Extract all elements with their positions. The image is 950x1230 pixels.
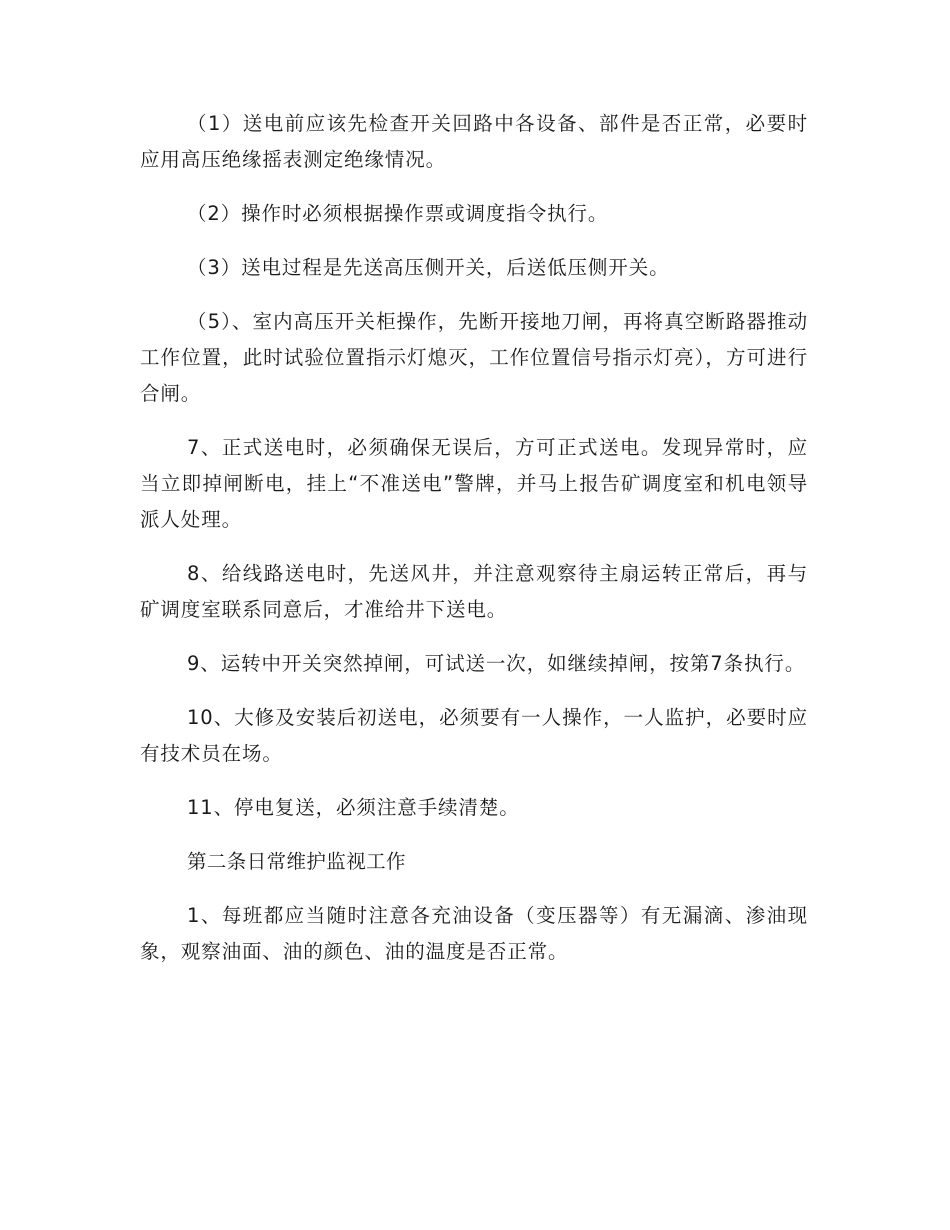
paragraph-1: （1）送电前应该先检查开关回路中各设备、部件是否正常，必要时应用高压绝缘摇表测定绝缘情况。 [140, 112, 808, 171]
section-heading: 第二条日常维护监视工作 [187, 850, 406, 873]
paragraph-10: 1、每班都应当随时注意各充油设备（变压器等）有无漏滴、渗油现象，观察油面、油的颜色、油的温度是否正常。 [140, 904, 808, 963]
paragraph-4: （5）、室内高压开关柜操作，先断开接地刀闸，再将真空断路器推动工作位置，此时试验位置指示灯熄灭，工作位置信号指示灯亮），方可进行合闸。 [140, 310, 808, 405]
document-body [140, 106, 808, 988]
paragraph-8: 10、大修及安装后初送电，必须要有一人操作，一人监护，必要时应有技术员在场。 [140, 706, 808, 765]
paragraph-9: 11、停电复送，必须注意手续清楚。 [187, 796, 520, 819]
paragraph-7: 9、运转中开关突然掉闸，可试送一次，如继续掉闸，按第7条执行。 [187, 652, 806, 675]
paragraph-3: （3）送电过程是先送高压侧开关，后送低压侧开关。 [187, 256, 670, 279]
paragraph-6: 8、给线路送电时，先送风井，并注意观察待主扇运转正常后，再与矿调度室联系同意后，才准给井下送电。 [140, 562, 808, 621]
paragraph-2: （2）操作时必须根据操作票或调度指令执行。 [187, 202, 609, 225]
paragraph-5: 7、正式送电时，必须确保无误后，方可正式送电。发现异常时，应当立即掉闸断电，挂上“不准送电”警牌，并马上报告矿调度室和机电领导派人处理。 [140, 436, 808, 531]
